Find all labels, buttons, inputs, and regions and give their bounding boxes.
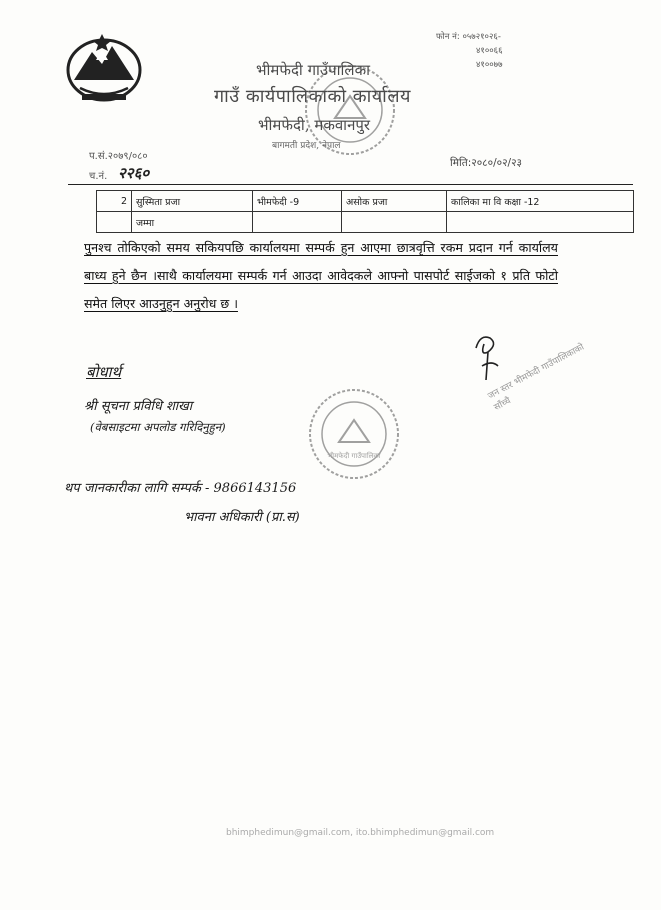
nepal-emblem-icon [62, 30, 146, 110]
faded-stamp-text: जन स्तर भीमफेदी गाउँपालिकाको साँच्चै [486, 342, 586, 414]
name-cell: सुस्मिता प्रजा [132, 191, 253, 212]
guardian-cell [342, 212, 447, 233]
dispatch-number: २२६० [118, 164, 150, 182]
school-cell: कालिका मा वि कक्षा -12 [447, 191, 634, 212]
office-stamp-icon [304, 384, 404, 484]
school-cell [447, 212, 634, 233]
address-cell [253, 212, 342, 233]
cc-recipient: श्री सूचना प्रविधि शाखा [84, 399, 193, 414]
notice-paragraph: पुनश्च तोकिएको समय सकियपछि कार्यालयमा सम्पर्क हुन आएमा छात्रवृत्ति रकम प्रदान गर्न कार्यालय बाध्य हुने छैन ।साथै कार्यालयमा सम्पर्क गर्न आउदा आवेदकले आफ्नो पासपोर्ट साईजको १ प्रति फोटो समेत लिएर आउनुहुन अनुरोध छ । [84, 240, 558, 311]
phone-numbers [436, 30, 503, 72]
contact-line: थप जानकारीका लागि सम्पर्क - 9866143156 [64, 481, 297, 496]
table-row [97, 212, 634, 233]
serial-cell: 2 [97, 191, 132, 212]
table-row [97, 191, 634, 212]
address-cell: भीमफेदी -9 [253, 191, 342, 212]
letter-date: मिति:२०८०/०२/२३ [450, 157, 522, 169]
office-place: भीमफेदी, मकवानपुर [258, 116, 371, 134]
phone-line: ४१००७७ [476, 60, 503, 70]
student-table [96, 190, 634, 233]
phone-line: फोन नं: ०५७२१०२६- [436, 32, 501, 42]
dispatch-label: च.नं. [89, 171, 108, 182]
total-cell: जम्मा [132, 212, 253, 233]
office-name: भीमफेदी गाउँपालिका [256, 61, 370, 79]
signature-icon [468, 330, 508, 385]
header-divider [68, 184, 633, 185]
footer-emails: bhimphedimun@gmail.com, ito.bhimphedimun@gmail.com [226, 828, 495, 838]
stamp-text: भीमफेदी गाउँपालिका [327, 452, 381, 460]
cc-title: बोधार्थ [86, 363, 122, 381]
phone-line: ४१००६६ [476, 46, 503, 56]
serial-cell [97, 212, 132, 233]
cc-note: (वेबसाइटमा अपलोड गरिदिनुहुन) [90, 420, 226, 434]
contact-name: भावना अधिकारी (प्रा.स) [184, 510, 300, 525]
reference-number: प.सं.२०७९/०८० [89, 151, 148, 162]
province-label: बागमती प्रदेश, नेपाल [272, 141, 341, 151]
guardian-cell: असोक प्रजा [342, 191, 447, 212]
office-subtitle: गाउँ कार्यपालिकाको कार्यालय [214, 86, 411, 107]
